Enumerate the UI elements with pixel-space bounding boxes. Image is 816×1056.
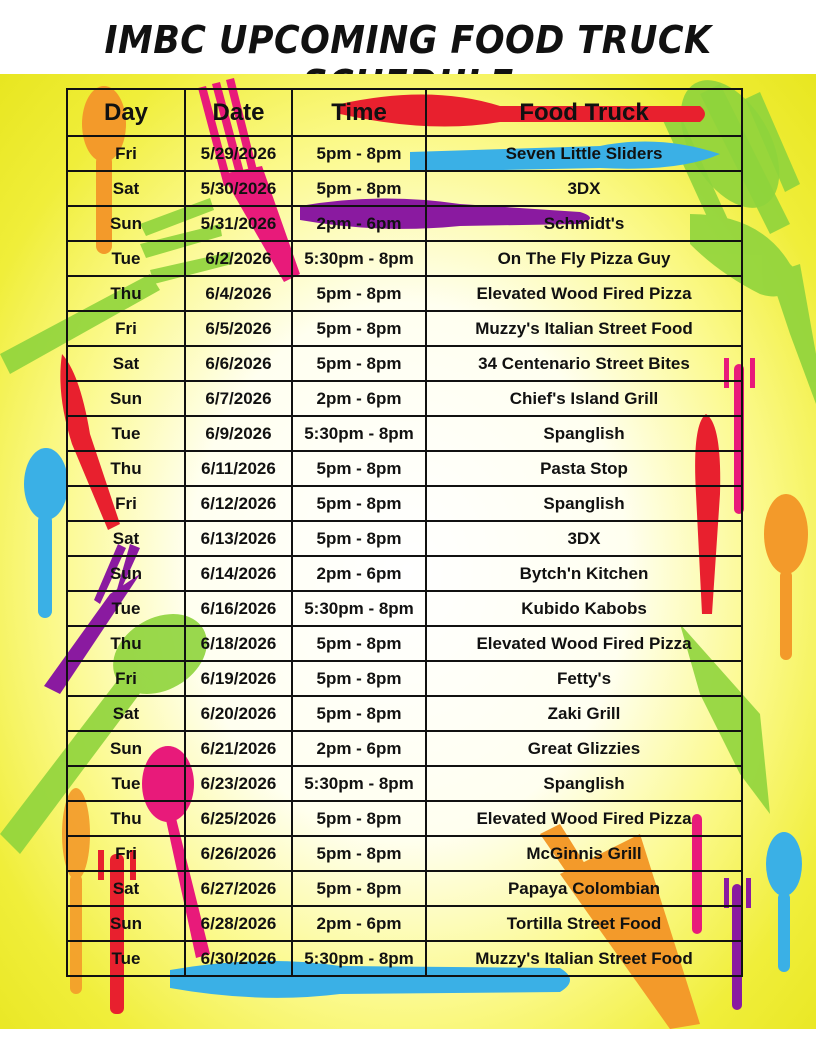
cell-truck: Chief's Island Grill bbox=[426, 381, 742, 416]
cell-truck: 34 Centenario Street Bites bbox=[426, 346, 742, 381]
cell-truck: Fetty's bbox=[426, 661, 742, 696]
cell-time: 5pm - 8pm bbox=[292, 626, 426, 661]
cell-truck: On The Fly Pizza Guy bbox=[426, 241, 742, 276]
blue-spoon-left-icon bbox=[24, 448, 68, 618]
cell-day: Sun bbox=[67, 556, 185, 591]
cell-truck: Tortilla Street Food bbox=[426, 906, 742, 941]
cell-time: 5pm - 8pm bbox=[292, 486, 426, 521]
cell-day: Sat bbox=[67, 521, 185, 556]
table-row bbox=[67, 871, 742, 906]
cell-date: 6/5/2026 bbox=[185, 311, 292, 346]
cell-day: Sun bbox=[67, 906, 185, 941]
table-row bbox=[67, 941, 742, 976]
table-row bbox=[67, 416, 742, 451]
cell-truck: Spanglish bbox=[426, 416, 742, 451]
cell-truck: Kubido Kabobs bbox=[426, 591, 742, 626]
cell-time: 2pm - 6pm bbox=[292, 731, 426, 766]
table-row bbox=[67, 136, 742, 171]
cell-time: 2pm - 6pm bbox=[292, 206, 426, 241]
cell-day: Fri bbox=[67, 661, 185, 696]
cell-day: Thu bbox=[67, 626, 185, 661]
cell-truck: Spanglish bbox=[426, 486, 742, 521]
cell-day: Tue bbox=[67, 241, 185, 276]
cell-date: 6/2/2026 bbox=[185, 241, 292, 276]
cell-time: 5pm - 8pm bbox=[292, 521, 426, 556]
cell-truck: Muzzy's Italian Street Food bbox=[426, 941, 742, 976]
table-row bbox=[67, 836, 742, 871]
cell-date: 6/19/2026 bbox=[185, 661, 292, 696]
cell-time: 5:30pm - 8pm bbox=[292, 241, 426, 276]
cell-time: 2pm - 6pm bbox=[292, 906, 426, 941]
cell-truck: Bytch'n Kitchen bbox=[426, 556, 742, 591]
table-row bbox=[67, 661, 742, 696]
cell-truck: 3DX bbox=[426, 521, 742, 556]
cell-day: Fri bbox=[67, 836, 185, 871]
schedule-table bbox=[66, 88, 743, 977]
cell-truck: Zaki Grill bbox=[426, 696, 742, 731]
header-time: Time bbox=[292, 89, 426, 136]
table-row bbox=[67, 276, 742, 311]
schedule-body bbox=[67, 136, 742, 976]
cell-time: 5:30pm - 8pm bbox=[292, 941, 426, 976]
cell-date: 6/25/2026 bbox=[185, 801, 292, 836]
page-title: IMBC UPCOMING FOOD TRUCK bbox=[104, 18, 712, 62]
cell-time: 5pm - 8pm bbox=[292, 171, 426, 206]
cell-time: 5pm - 8pm bbox=[292, 871, 426, 906]
cell-truck: Seven Little Sliders bbox=[426, 136, 742, 171]
cell-date: 6/13/2026 bbox=[185, 521, 292, 556]
cell-day: Sat bbox=[67, 696, 185, 731]
cell-date: 5/30/2026 bbox=[185, 171, 292, 206]
cell-truck: Muzzy's Italian Street Food bbox=[426, 311, 742, 346]
cell-date: 6/21/2026 bbox=[185, 731, 292, 766]
cell-date: 5/31/2026 bbox=[185, 206, 292, 241]
cell-day: Thu bbox=[67, 451, 185, 486]
cell-date: 6/14/2026 bbox=[185, 556, 292, 591]
cell-time: 5pm - 8pm bbox=[292, 661, 426, 696]
table-row bbox=[67, 556, 742, 591]
cell-date: 6/20/2026 bbox=[185, 696, 292, 731]
table-row bbox=[67, 521, 742, 556]
cell-date: 6/26/2026 bbox=[185, 836, 292, 871]
table-row bbox=[67, 906, 742, 941]
cell-time: 5:30pm - 8pm bbox=[292, 591, 426, 626]
cell-time: 2pm - 6pm bbox=[292, 381, 426, 416]
cell-time: 2pm - 6pm bbox=[292, 556, 426, 591]
cell-day: Sun bbox=[67, 381, 185, 416]
cell-day: Fri bbox=[67, 486, 185, 521]
table-row bbox=[67, 381, 742, 416]
cell-date: 6/7/2026 bbox=[185, 381, 292, 416]
cell-truck: Pasta Stop bbox=[426, 451, 742, 486]
cell-date: 5/29/2026 bbox=[185, 136, 292, 171]
header-food-truck: Food Truck bbox=[426, 89, 742, 136]
header-date: Date bbox=[185, 89, 292, 136]
cell-truck: Elevated Wood Fired Pizza bbox=[426, 276, 742, 311]
cell-day: Thu bbox=[67, 801, 185, 836]
cell-date: 6/9/2026 bbox=[185, 416, 292, 451]
table-row bbox=[67, 311, 742, 346]
cell-time: 5pm - 8pm bbox=[292, 346, 426, 381]
cell-truck: McGinnis Grill bbox=[426, 836, 742, 871]
table-row bbox=[67, 486, 742, 521]
table-row bbox=[67, 801, 742, 836]
cell-time: 5pm - 8pm bbox=[292, 801, 426, 836]
table-row bbox=[67, 731, 742, 766]
header-day: Day bbox=[67, 89, 185, 136]
cell-time: 5:30pm - 8pm bbox=[292, 416, 426, 451]
cell-truck: Spanglish bbox=[426, 766, 742, 801]
cell-day: Sat bbox=[67, 346, 185, 381]
cell-day: Sat bbox=[67, 871, 185, 906]
cell-time: 5pm - 8pm bbox=[292, 276, 426, 311]
cell-truck: Great Glizzies bbox=[426, 731, 742, 766]
cell-time: 5pm - 8pm bbox=[292, 696, 426, 731]
cell-time: 5pm - 8pm bbox=[292, 451, 426, 486]
cell-time: 5pm - 8pm bbox=[292, 836, 426, 871]
cell-date: 6/16/2026 bbox=[185, 591, 292, 626]
cell-truck: Papaya Colombian bbox=[426, 871, 742, 906]
table-row bbox=[67, 626, 742, 661]
cell-date: 6/28/2026 bbox=[185, 906, 292, 941]
cell-day: Tue bbox=[67, 416, 185, 451]
cell-truck: Elevated Wood Fired Pizza bbox=[426, 626, 742, 661]
cell-truck: Schmidt's bbox=[426, 206, 742, 241]
cell-date: 6/4/2026 bbox=[185, 276, 292, 311]
cell-time: 5pm - 8pm bbox=[292, 311, 426, 346]
cell-date: 6/12/2026 bbox=[185, 486, 292, 521]
table-row bbox=[67, 766, 742, 801]
cell-day: Thu bbox=[67, 276, 185, 311]
cell-truck: 3DX bbox=[426, 171, 742, 206]
table-row bbox=[67, 171, 742, 206]
blue-spoon-bottom-icon bbox=[766, 832, 802, 972]
cell-date: 6/18/2026 bbox=[185, 626, 292, 661]
table-row bbox=[67, 241, 742, 276]
cell-day: Fri bbox=[67, 311, 185, 346]
cell-date: 6/11/2026 bbox=[185, 451, 292, 486]
cell-day: Sat bbox=[67, 171, 185, 206]
table-row bbox=[67, 591, 742, 626]
cell-day: Fri bbox=[67, 136, 185, 171]
cell-day: Tue bbox=[67, 766, 185, 801]
cell-day: Sun bbox=[67, 731, 185, 766]
cell-day: Tue bbox=[67, 591, 185, 626]
cell-date: 6/30/2026 bbox=[185, 941, 292, 976]
cell-time: 5:30pm - 8pm bbox=[292, 766, 426, 801]
table-row bbox=[67, 696, 742, 731]
table-row bbox=[67, 346, 742, 381]
cell-day: Sun bbox=[67, 206, 185, 241]
poster-background bbox=[0, 74, 816, 1029]
cell-date: 6/6/2026 bbox=[185, 346, 292, 381]
cell-truck: Elevated Wood Fired Pizza bbox=[426, 801, 742, 836]
cell-date: 6/27/2026 bbox=[185, 871, 292, 906]
table-row bbox=[67, 451, 742, 486]
cell-time: 5pm - 8pm bbox=[292, 136, 426, 171]
cell-date: 6/23/2026 bbox=[185, 766, 292, 801]
orange-spoon-right-icon bbox=[764, 494, 808, 660]
cell-day: Tue bbox=[67, 941, 185, 976]
table-header-row bbox=[67, 89, 742, 136]
table-row bbox=[67, 206, 742, 241]
